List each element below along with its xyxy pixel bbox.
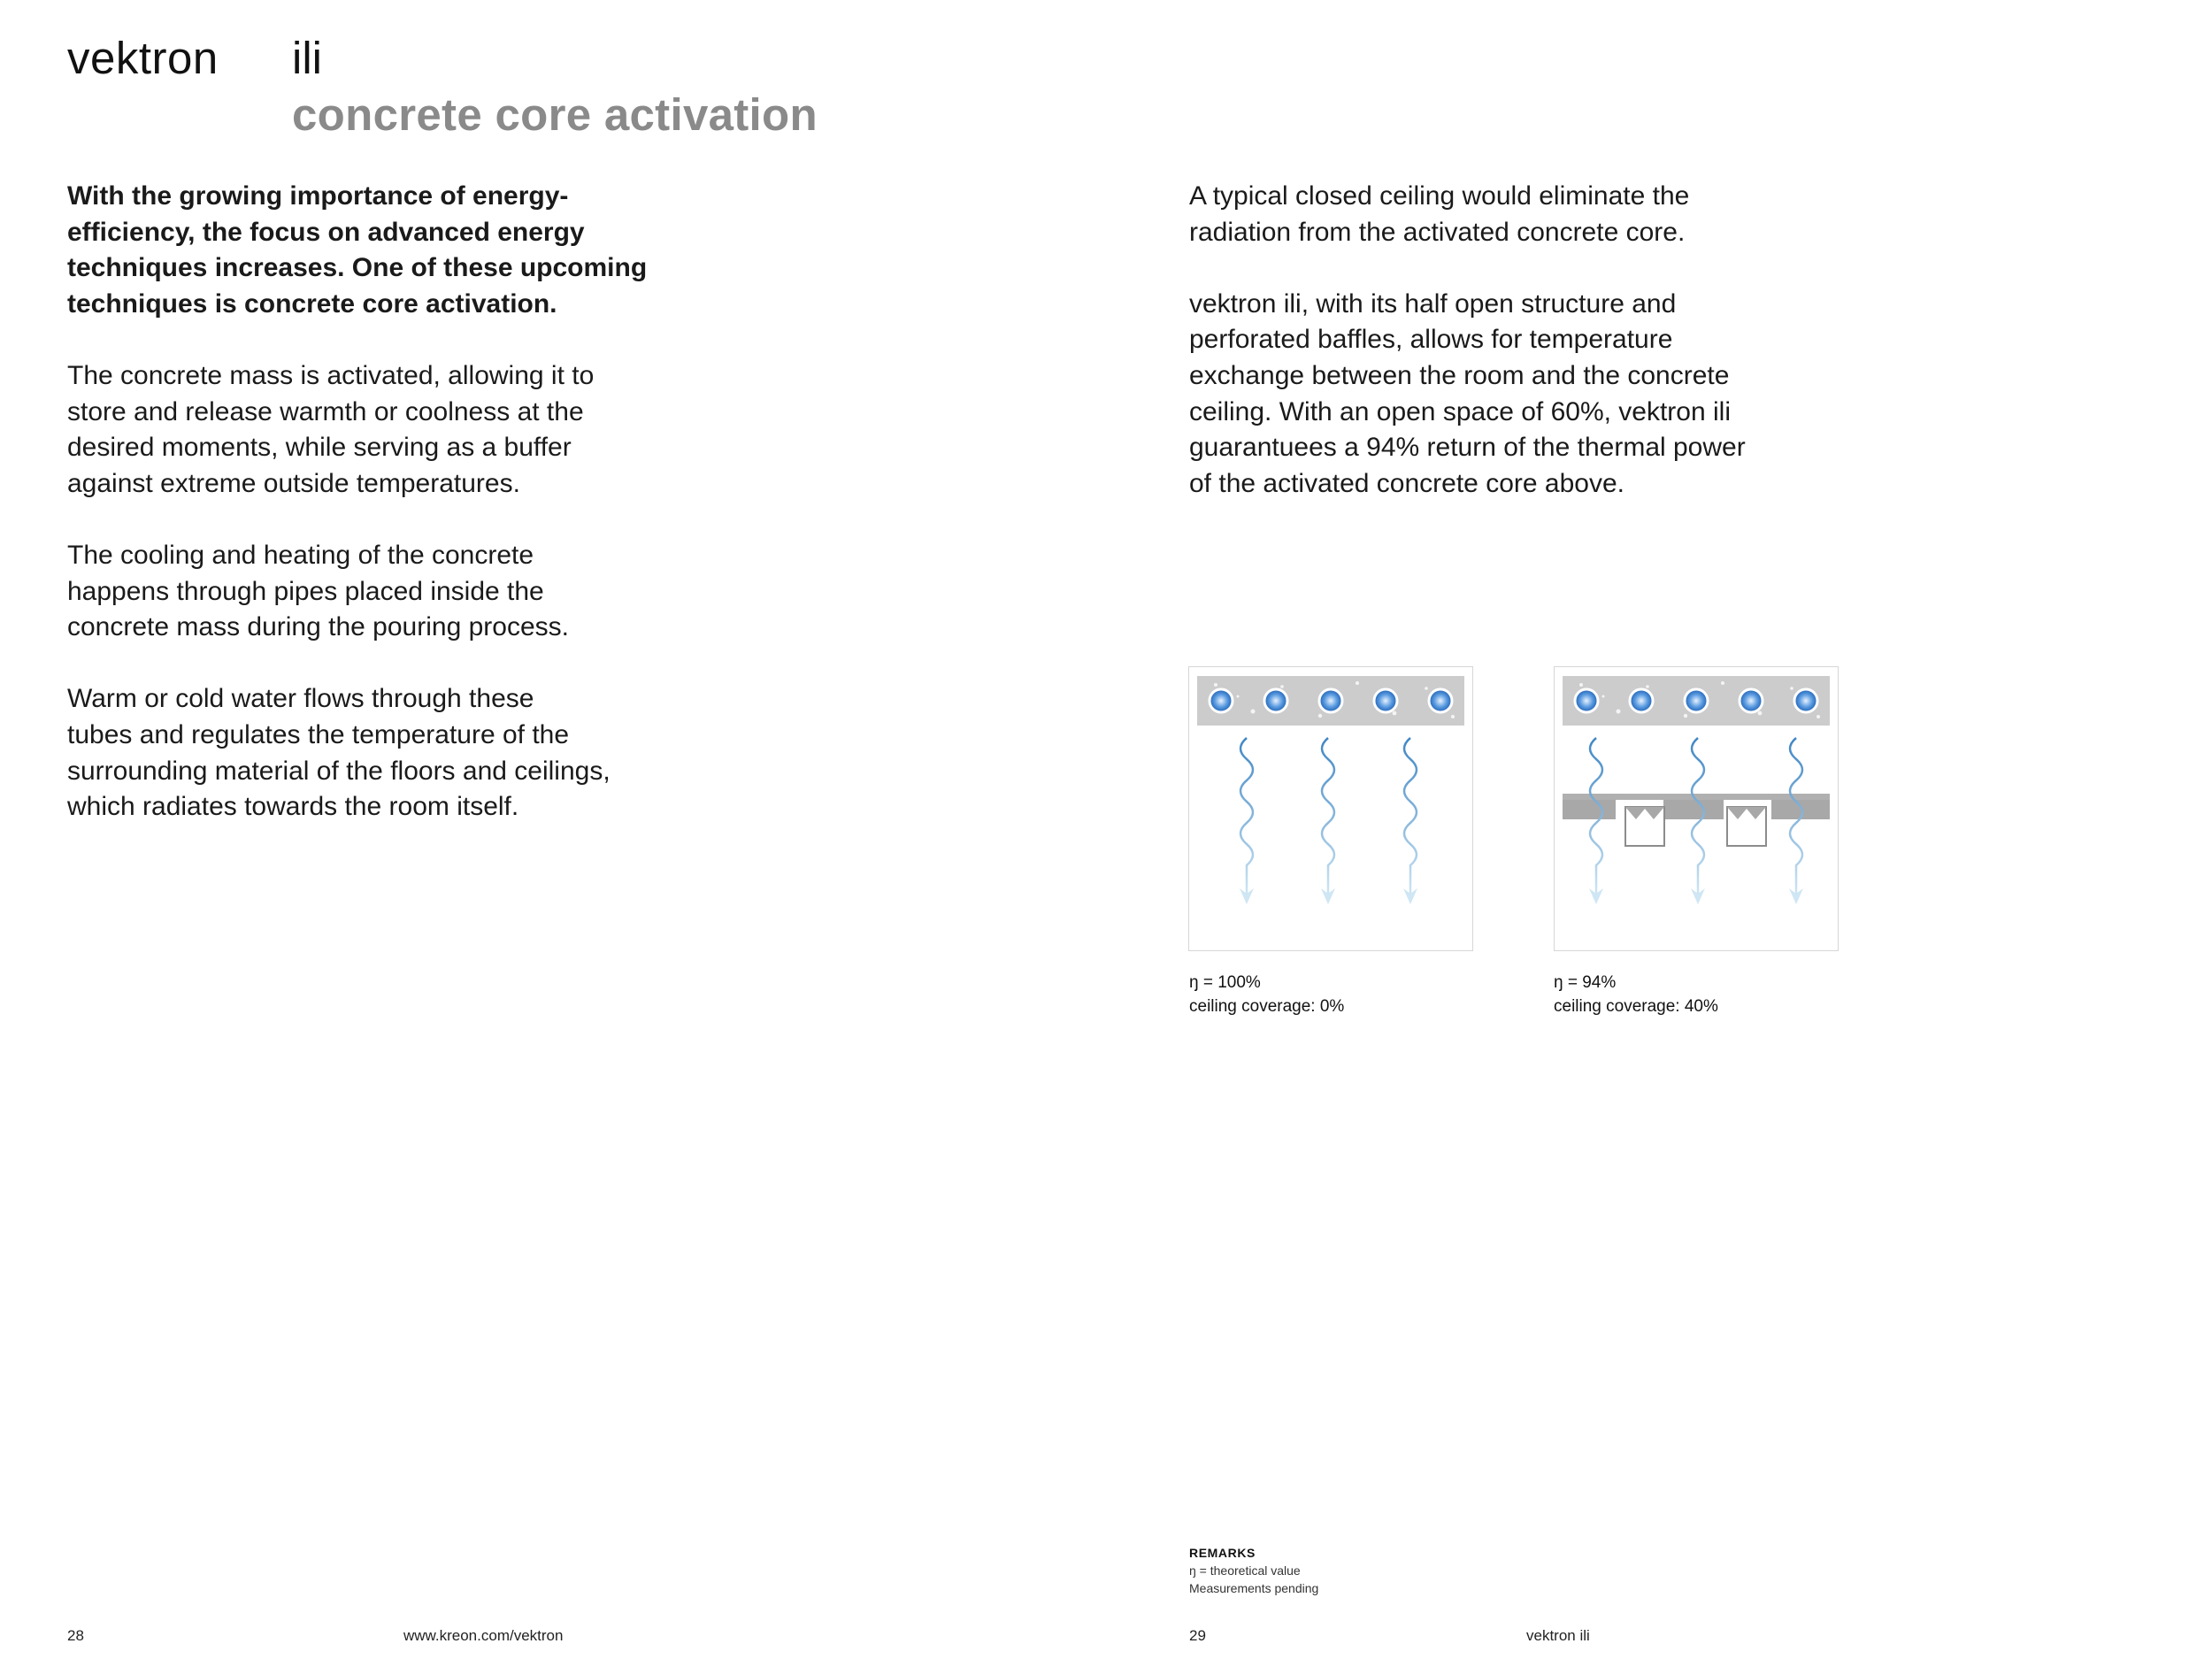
body-paragraph: Warm or cold water flows through these tubes and regulates the temperature of the surrounding material of the floors and ceilings, which radiates towards the room itself. <box>67 684 611 822</box>
right-page-number: 29 <box>1189 1627 1206 1644</box>
pipe-icon <box>1630 689 1653 712</box>
left-text-column <box>67 179 722 861</box>
pipe-icon <box>1740 689 1763 712</box>
body-paragraph: vektron ili, with its half open structure and perforated baffles, allows for temperature exchange between the room and the concrete ceiling. With an open space of 60%, vektron ili guarantuees a 94% return of the thermal power of the activated concrete core above. <box>1189 288 1746 498</box>
baffle-segment <box>1563 800 1616 819</box>
pipe-icon <box>1575 689 1598 712</box>
ceiling-coverage: ceiling coverage: 40% <box>1554 997 1718 1016</box>
remark-line: ŋ = theoretical value <box>1189 1563 1301 1578</box>
body-paragraph: A typical closed ceiling would eliminate the radiation from the activated concrete core. <box>1189 181 1690 247</box>
diagram-vektron-ili-ceiling <box>1554 666 1839 951</box>
radiation-wave-arrow-icon <box>1322 738 1334 899</box>
left-page-number: 28 <box>67 1627 84 1644</box>
figure-caption <box>1189 971 1344 1018</box>
concrete-core-diagram <box>1555 667 1838 950</box>
product-name: ili <box>292 33 322 83</box>
brand-logo: vektron <box>67 33 219 83</box>
efficiency-value: ŋ = 94% <box>1554 973 1617 992</box>
remarks-block <box>1189 1544 1318 1597</box>
pipe-icon <box>1429 689 1452 712</box>
figure-caption <box>1554 971 1718 1018</box>
body-paragraph: The concrete mass is activated, allowing it to store and release warmth or coolness at the desired moments, while serving as a buffer against extreme outside temperatures. <box>67 360 595 498</box>
right-text-column <box>1189 179 1862 538</box>
radiation-wave-arrow-icon <box>1404 738 1417 899</box>
remarks-title: REMARKS <box>1189 1546 1256 1560</box>
concrete-core-diagram <box>1189 667 1472 950</box>
pipe-icon <box>1264 689 1287 712</box>
efficiency-value: ŋ = 100% <box>1189 973 1261 992</box>
diagram-open-ceiling <box>1188 666 1473 951</box>
radiation-waves <box>1240 738 1417 899</box>
body-paragraph: The cooling and heating of the concrete happens through pipes placed inside the concrete mass during the pouring process. <box>67 540 569 642</box>
wave-arrowheads <box>1589 888 1803 904</box>
footer-product-label: vektron ili <box>1526 1627 1590 1644</box>
pipe-icon <box>1319 689 1342 712</box>
website-link[interactable]: www.kreon.com/vektron <box>403 1627 564 1644</box>
ceiling-coverage: ceiling coverage: 0% <box>1189 997 1345 1016</box>
pipe-icon <box>1210 689 1233 712</box>
baffle-segment <box>1663 800 1724 819</box>
page-subtitle: concrete core activation <box>292 89 818 140</box>
intro-paragraph: With the growing importance of energy- efficiency, the focus on advanced energy techniques increases. One of these upcoming techniques is concrete core activation. <box>67 181 648 319</box>
pipe-icon <box>1685 689 1708 712</box>
remark-line: Measurements pending <box>1189 1581 1319 1595</box>
radiation-wave-arrow-icon <box>1240 738 1253 899</box>
pipe-icon <box>1374 689 1397 712</box>
pipe-icon <box>1794 689 1817 712</box>
